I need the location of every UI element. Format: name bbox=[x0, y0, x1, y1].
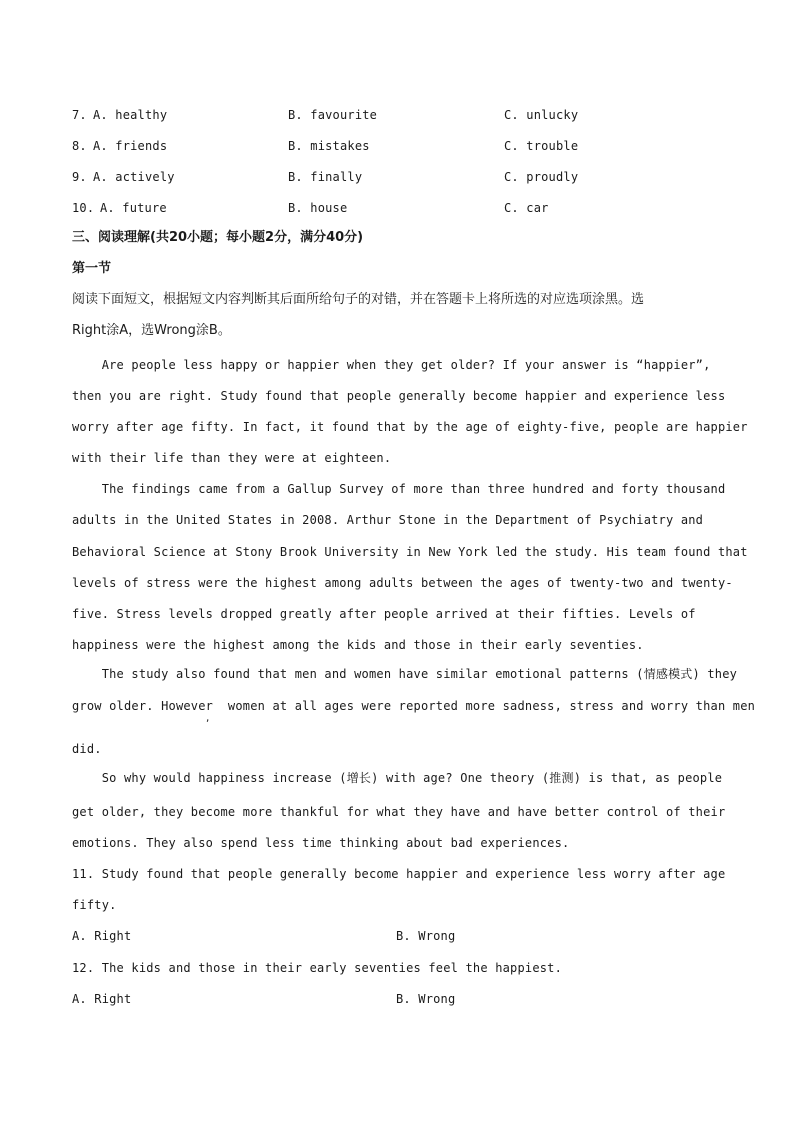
subsection-heading: 第一节 bbox=[72, 261, 112, 276]
passage-line: with their life than they were at eighteen. bbox=[72, 451, 392, 465]
option-b: B. mistakes bbox=[288, 139, 370, 153]
passage-line: five. Stress levels dropped greatly after people arrived at their fifties. Levels of bbox=[72, 607, 696, 621]
option-c: C. proudly bbox=[504, 170, 579, 184]
passage-line: happiness were the highest among the kids and those in their early seventies. bbox=[72, 638, 644, 652]
option-a: A. healthy bbox=[93, 108, 168, 122]
passage-line: The findings came from a Gallup Survey of more than three hundred and forty thousand bbox=[72, 482, 726, 496]
stray-comma-mark: , bbox=[205, 714, 211, 724]
option-c: C. trouble bbox=[504, 139, 579, 153]
option-b: B. house bbox=[288, 201, 348, 215]
option-a: A. friends bbox=[93, 139, 168, 153]
answer-option-wrong: B. Wrong bbox=[396, 929, 456, 943]
option-a: A. actively bbox=[93, 170, 175, 184]
option-c: C. car bbox=[504, 201, 549, 215]
passage-line: levels of stress were the highest among adults between the ages of twenty-two and twenty- bbox=[72, 576, 733, 590]
instructions-line-2: Right涂A，选Wrong涂B。 bbox=[72, 323, 231, 338]
question-number: 8. bbox=[72, 139, 87, 153]
question-text: 12. The kids and those in their early seventies feel the happiest. bbox=[72, 961, 563, 975]
passage-line: So why would happiness increase (增长) with age? One theory (推测) is that, as people bbox=[72, 771, 723, 785]
passage-line: did. bbox=[72, 742, 102, 756]
section-heading: 三、阅读理解(共20小题；每小题2分，满分40分) bbox=[72, 230, 364, 245]
question-text: 11. Study found that people generally become happier and experience less worry after age bbox=[72, 867, 726, 881]
passage-line: then you are right. Study found that people generally become happier and experience less bbox=[72, 389, 726, 403]
option-c: C. unlucky bbox=[504, 108, 579, 122]
question-number: 10. bbox=[72, 201, 95, 215]
passage-line: adults in the United States in 2008. Arthur Stone in the Department of Psychiatry and bbox=[72, 513, 704, 527]
passage-line: Behavioral Science at Stony Brook University in New York led the study. His team found that bbox=[72, 545, 748, 559]
option-a: A. future bbox=[100, 201, 167, 215]
question-number: 7. bbox=[72, 108, 87, 122]
passage-line: The study also found that men and women have similar emotional patterns (情感模式) they bbox=[72, 667, 738, 681]
passage-line: get older, they become more thankful for what they have and have better control of their bbox=[72, 805, 726, 819]
option-b: B. favourite bbox=[288, 108, 378, 122]
instructions-line-1: 阅读下面短文，根据短文内容判断其后面所给句子的对错，并在答题卡上将所选的对应选项涂黑。选 bbox=[72, 292, 645, 307]
answer-option-right: A. Right bbox=[72, 929, 132, 943]
answer-option-right: A. Right bbox=[72, 992, 132, 1006]
question-number: 9. bbox=[72, 170, 87, 184]
answer-option-wrong: B. Wrong bbox=[396, 992, 456, 1006]
passage-line: worry after age fifty. In fact, it found that by the age of eighty-five, people are happier bbox=[72, 420, 748, 434]
passage-line: Are people less happy or happier when they get older? If your answer is “happier”, bbox=[72, 358, 711, 372]
question-text: fifty. bbox=[72, 898, 117, 912]
passage-line: emotions. They also spend less time thinking about bad experiences. bbox=[72, 836, 570, 850]
option-b: B. finally bbox=[288, 170, 363, 184]
passage-line: grow older. However women at all ages were reported more sadness, stress and worry than men bbox=[72, 699, 756, 713]
